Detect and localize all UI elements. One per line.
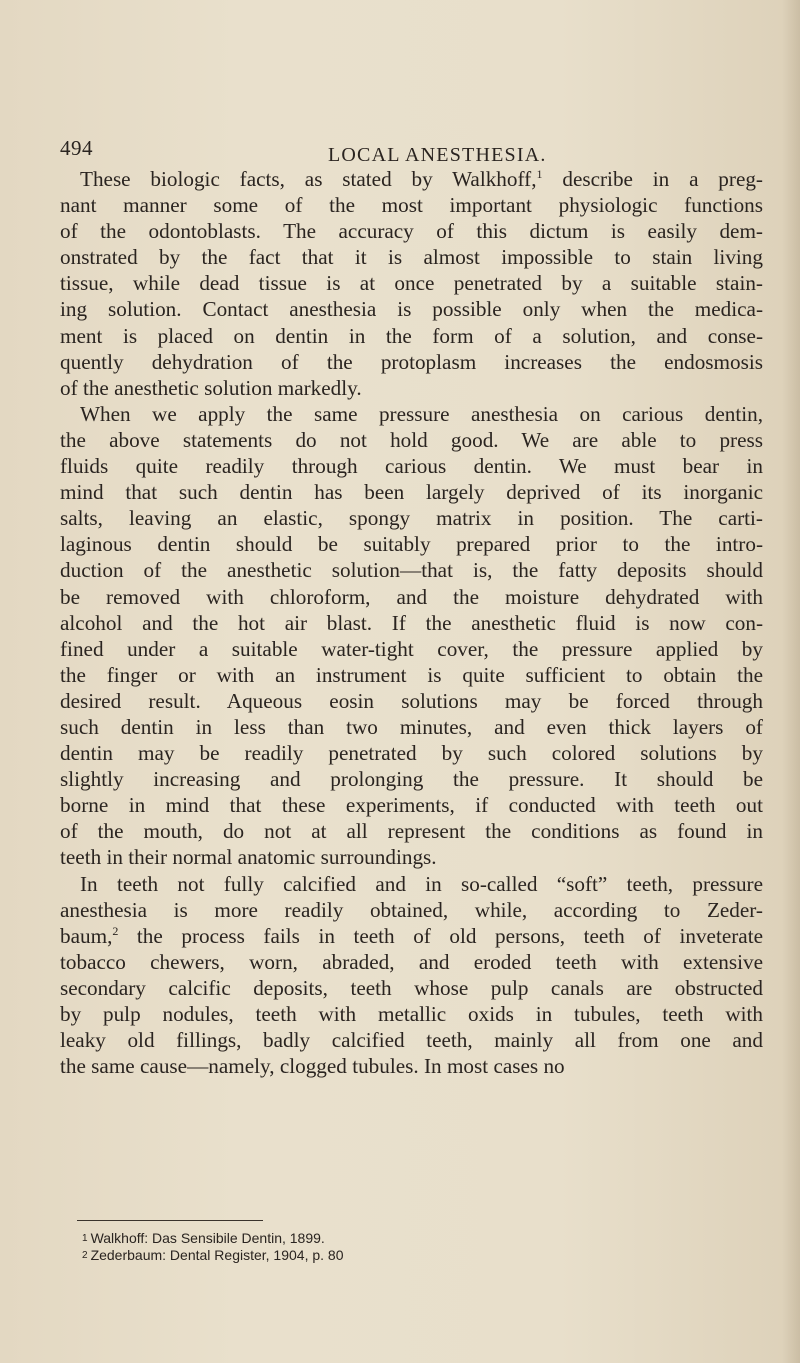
text-line: of the anesthetic solution markedly. — [60, 375, 362, 400]
paragraph — [60, 871, 763, 1080]
footnote-divider — [77, 1220, 263, 1221]
text-line: dentin may be readily penetrated by such colored solutions by — [60, 741, 763, 766]
text-line: desired result. Aqueous eosin solutions may be forced through — [60, 688, 763, 713]
page-edge-shadow — [782, 0, 800, 1363]
text-line: slightly increasing and prolonging the pressure. It should be — [60, 767, 763, 792]
text-line: the above statements do not hold good. We are able to press — [60, 427, 763, 452]
footnote — [82, 1247, 682, 1264]
paragraph — [60, 166, 763, 401]
text-line: baum,$^2$ the process fails in teeth of old persons, teeth of inveterate — [60, 923, 763, 948]
footnotes — [82, 1230, 682, 1264]
text-line: by pulp nodules, teeth with metallic oxids in tubules, teeth with — [60, 1002, 763, 1026]
text-line: borne in mind that these experiments, if conducted with teeth out — [60, 793, 763, 818]
text-line: tobacco chewers, worn, abraded, and eroded teeth with extensive — [60, 949, 763, 974]
footnote-text: Zederbaum: Dental Register, 1904, p. 80 — [90, 1247, 344, 1263]
text-line: In teeth not fully calcified and in so-called “soft” teeth, pressure — [80, 871, 763, 896]
text-line: When we apply the same pressure anesthesia on carious dentin, — [80, 401, 763, 426]
footnote-marker: 2 — [112, 923, 119, 938]
text-line: ing solution. Contact anesthesia is possible only when the medica- — [60, 297, 763, 322]
text-line: salts, leaving an elastic, spongy matrix in position. The carti- — [60, 506, 763, 531]
footnote-number: 1 — [82, 1233, 88, 1244]
text-line: tissue, while dead tissue is at once penetrated by a suitable stain- — [60, 271, 763, 296]
text-line: teeth in their normal anatomic surroundings. — [60, 845, 437, 870]
text-line: quently dehydration of the protoplasm increases the endosmosis — [60, 349, 763, 374]
text-line: fluids quite readily through carious dentin. We must bear in — [60, 454, 763, 479]
footnote-marker: 1 — [536, 166, 543, 181]
text-line: be removed with chloroform, and the moisture dehydrated with — [60, 584, 763, 609]
text-line: the same cause—namely, clogged tubules. In most cases no — [60, 1054, 565, 1079]
footnote-number: 2 — [82, 1250, 88, 1261]
text-line: nant manner some of the most important physiologic functions — [60, 193, 763, 218]
text-line: anesthesia is more readily obtained, while, according to Zeder- — [60, 897, 763, 922]
text-line: mind that such dentin has been largely deprived of its inorganic — [60, 480, 763, 505]
text-line: duction of the anesthetic solution—that is, the fatty deposits should — [60, 558, 763, 583]
text-line: leaky old fillings, badly calcified teeth, mainly all from one and — [60, 1028, 763, 1053]
text-line: These biologic facts, as stated by Walkhoff,$^1$ describe in a preg- — [80, 166, 763, 191]
text-line: fined under a suitable water-tight cover, the pressure applied by — [60, 636, 763, 661]
text-line: of the odontoblasts. The accuracy of this dictum is easily dem- — [60, 219, 763, 244]
text-line: alcohol and the hot air blast. If the anesthetic fluid is now con- — [60, 610, 763, 635]
paragraph — [60, 401, 763, 871]
text-line: such dentin in less than two minutes, and even thick layers of — [60, 714, 763, 739]
running-head: LOCAL ANESTHESIA. — [328, 144, 547, 166]
footnote — [82, 1230, 682, 1247]
text-line: onstrated by the fact that it is almost impossible to stain living — [60, 245, 763, 270]
page-number: 494 — [60, 136, 93, 160]
text-line: the finger or with an instrument is quite sufficient to obtain the — [60, 662, 763, 687]
footnote-text: Walkhoff: Das Sensibile Dentin, 1899. — [90, 1230, 325, 1246]
text-line: laginous dentin should be suitably prepared prior to the intro- — [60, 532, 763, 557]
text-line: ment is placed on dentin in the form of a solution, and conse- — [60, 323, 763, 348]
page-header — [60, 136, 760, 166]
text-line: secondary calcific deposits, teeth whose pulp canals are obstructed — [60, 975, 763, 1000]
body-text — [60, 166, 763, 1079]
text-line: of the mouth, do not at all represent the conditions as found in — [60, 819, 763, 844]
